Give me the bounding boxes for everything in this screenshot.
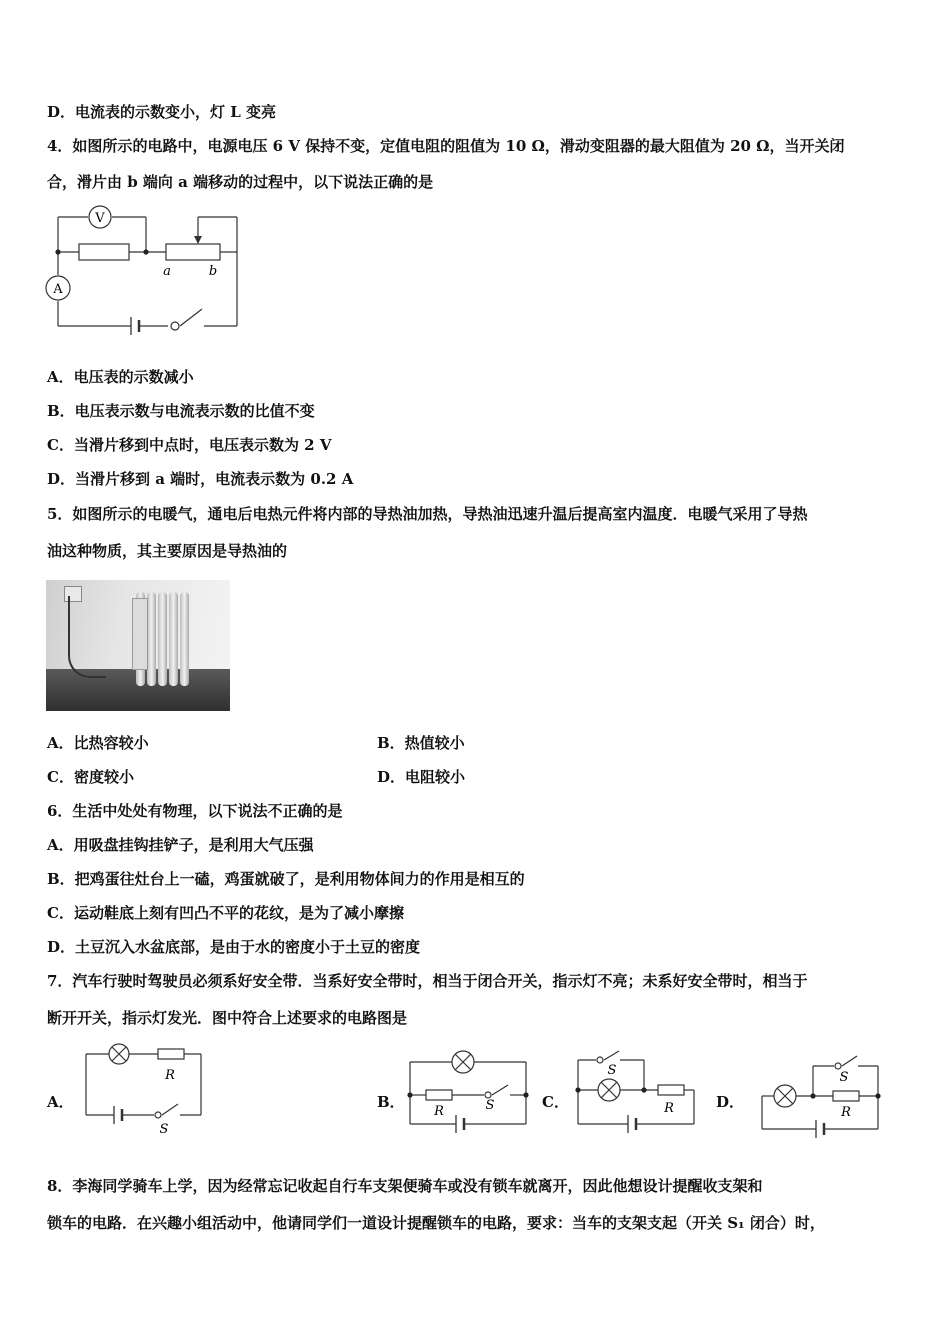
q6-option-a: A．用吸盘挂钩挂铲子，是利用大气压强 [47, 836, 314, 854]
q8-stem-line2: 锁车的电路．在兴趣小组活动中，他请同学们一道设计提醒锁车的电路，要求：当车的支架支起（开关 S₁ 闭合）时， [47, 1214, 825, 1232]
q6-option-b: B．把鸡蛋往灶台上一磕，鸡蛋就破了，是利用物体间力的作用是相互的 [47, 870, 525, 888]
q7b-resistor-label: R [434, 1104, 444, 1119]
q7-option-a-label: A． [47, 1093, 74, 1111]
q7-stem-line2: 断开开关，指示灯发光．图中符合上述要求的电路图是 [47, 1009, 408, 1027]
voltmeter-label: V [95, 211, 105, 226]
q5-option-a: A．比热容较小 [47, 734, 149, 752]
ammeter-label: A [53, 282, 63, 297]
q5-option-d: D．电阻较小 [377, 768, 466, 786]
q5-option-c: C．密度较小 [47, 768, 134, 786]
q5-stem-line1: 5．如图所示的电暖气，通电后电热元件将内部的导热油加热，导热油迅速升温后提高室内温度．电暖气采用了导热 [47, 505, 808, 523]
q4-option-a: A．电压表的示数减小 [47, 368, 194, 386]
q7-circuit-d [756, 1050, 891, 1142]
end-a-label: a [163, 264, 171, 279]
q4-circuit-diagram [40, 205, 250, 335]
q7-option-b-label: B． [377, 1093, 405, 1111]
q7d-resistor-label: R [841, 1105, 851, 1120]
q4-option-d: D．当滑片移到 a 端时，电流表示数为 0.2 A [47, 470, 354, 488]
q7-option-c-label: C． [542, 1093, 569, 1111]
q7d-switch-label: S [839, 1070, 849, 1085]
q7-circuit-c [572, 1048, 702, 1138]
q6-option-d: D．土豆沉入水盆底部，是由于水的密度小于土豆的密度 [47, 938, 421, 956]
end-b-label: b [208, 264, 218, 279]
q7a-resistor-label: R [165, 1068, 175, 1083]
q7c-switch-label: S [607, 1063, 617, 1078]
q8-stem-line1: 8．李海同学骑车上学，因为经常忘记收起自行车支架便骑车或没有锁车就离开，因此他想设计提醒收支架和 [47, 1177, 763, 1195]
q6-stem: 6．生活中处处有物理，以下说法不正确的是 [47, 802, 343, 820]
q4-option-c: C．当滑片移到中点时，电压表示数为 2 V [47, 436, 332, 454]
q7-circuit-b [404, 1045, 534, 1135]
q3-option-d: D．电流表的示数变小，灯 L 变亮 [47, 103, 277, 121]
q5-option-b: B．热值较小 [377, 734, 465, 752]
q7-option-d-label: D． [716, 1093, 745, 1111]
q7a-switch-label: S [159, 1122, 169, 1137]
q7-circuit-a [80, 1040, 210, 1136]
oil-heater-photo [46, 580, 230, 711]
q6-option-c: C．运动鞋底上刻有凹凸不平的花纹，是为了减小摩擦 [47, 904, 404, 922]
q5-stem-line2: 油这种物质，其主要原因是导热油的 [47, 542, 288, 560]
q7c-resistor-label: R [664, 1101, 674, 1116]
q4-option-b: B．电压表示数与电流表示数的比值不变 [47, 402, 315, 420]
q7-stem-line1: 7．汽车行驶时驾驶员必须系好安全带．当系好安全带时，相当于闭合开关，指示灯不亮；未系好安全带时，相当于 [47, 972, 808, 990]
q7b-switch-label: S [485, 1098, 495, 1113]
q4-stem-line2: 合，滑片由 b 端向 a 端移动的过程中，以下说法正确的是 [47, 173, 434, 191]
q4-stem-line1: 4．如图所示的电路中，电源电压 6 V 保持不变，定值电阻的阻值为 10 Ω，滑动变阻器的最大阻值为 20 Ω，当开关闭 [47, 137, 845, 155]
